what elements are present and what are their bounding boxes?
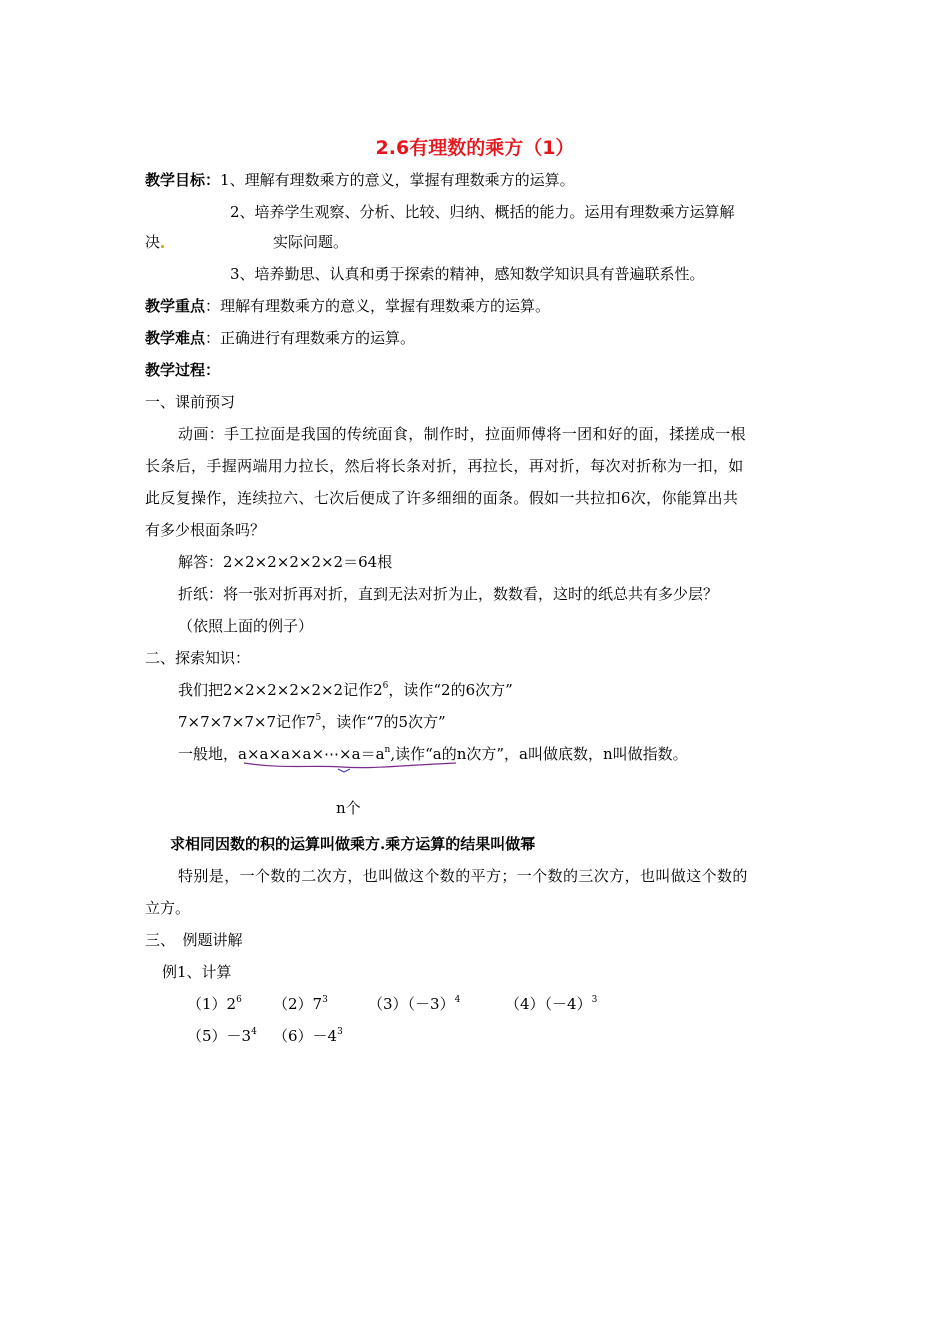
- objective-3: 3、培养勤思、认真和勇于探索的精神，感知数学知识具有普遍联系性。: [230, 265, 705, 283]
- exercise-4: $(4)(-4)^3$: [505, 995, 598, 1013]
- exercise-6: $(6)-4^3$: [273, 1027, 343, 1045]
- difficulty-label: 教学难点: [145, 329, 206, 347]
- power-formula: a×a×a×a×⋯×a＝a: [238, 745, 385, 763]
- process-label: 教学过程：: [145, 361, 221, 379]
- section-2-line-1: 我们把2×2×2×2×2×2记作$2^6$，读作“2的6次方”: [178, 681, 513, 699]
- section-1-heading: 一、课前预习: [145, 393, 236, 411]
- section-1-answer: 解答：2×2×2×2×2×2＝64根: [178, 553, 393, 571]
- section-1-para-1: 动画：手工拉面是我国的传统面食，制作时，拉面师傅将一团和好的面，揉搓成一根: [178, 425, 746, 443]
- exercise-1: $(1)2^6$: [187, 995, 242, 1013]
- section-1-para-4: 有多少根面条吗？: [145, 521, 266, 539]
- section-2-line-3: 一般地，$a\times a\times a\times a\times\cdots\times a=a^n$,读作“a的n次方”，a叫做底数，n叫做指数。: [178, 745, 688, 763]
- section-1-hint: （依照上面的例子）: [178, 617, 314, 635]
- objectives-line-1: 教学目标：1、理解有理数乘方的意义，掌握有理数乘方的运算。: [145, 171, 575, 189]
- difficulty: 教学难点：正确进行有理数乘方的运算。: [145, 329, 416, 347]
- exercise-5: $(5)-3^4$: [187, 1027, 257, 1045]
- section-2-heading: 二、探索知识：: [145, 649, 251, 667]
- key-point: 教学重点：理解有理数乘方的意义，掌握有理数乘方的运算。: [145, 297, 551, 315]
- brace-underline: [242, 760, 462, 776]
- special-case-1: 特别是，一个数的二次方，也叫做这个数的平方；一个数的三次方，也叫做这个数的: [178, 867, 748, 885]
- key-point-label: 教学重点: [145, 297, 206, 315]
- exercise-3: $(3)(-3)^4$: [368, 995, 461, 1013]
- section-1-para-2: 长条后，手握两端用力拉长，然后将长条对折，再拉长，再对折，每次对折称为一扣，如: [145, 457, 744, 475]
- section-1-para-3: 此反复操作，连续拉六、七次后便成了许多细细的面条。假如一共拉扣6次，你能算出共: [145, 489, 739, 507]
- page-title: 2.6有理数的乘方（1）: [375, 137, 575, 159]
- special-case-2: 立方。: [145, 899, 191, 917]
- objective-2-continued: 决 实际问题。: [145, 233, 349, 251]
- section-1-fold: 折纸：将一张对折再对折，直到无法对折为止，数数看，这时的纸总共有多少层？: [178, 585, 719, 603]
- difficulty-text: 正确进行有理数乘方的运算。: [220, 329, 416, 347]
- section-2-line-2: 7×7×7×7×7记作$7^5$，读作“7的5次方”: [178, 713, 446, 731]
- objective-2: 2、培养学生观察、分析、比较、归纳、概括的能力。运用有理数乘方运算解: [230, 203, 735, 221]
- power-definition: 求相同因数的积的运算叫做乘方.乘方运算的结果叫做幂: [170, 835, 536, 853]
- key-point-text: 理解有理数乘方的意义，掌握有理数乘方的运算。: [220, 297, 551, 315]
- brace-label: n个: [336, 799, 361, 817]
- exercise-2: $(2)7^3$: [273, 995, 328, 1013]
- section-3-heading: 三、 例题讲解: [145, 931, 243, 949]
- example-label: 例1、计算: [162, 963, 232, 981]
- objectives-label: 教学目标: [145, 171, 206, 189]
- objective-1: 1、理解有理数乘方的意义，掌握有理数乘方的运算。: [220, 171, 575, 189]
